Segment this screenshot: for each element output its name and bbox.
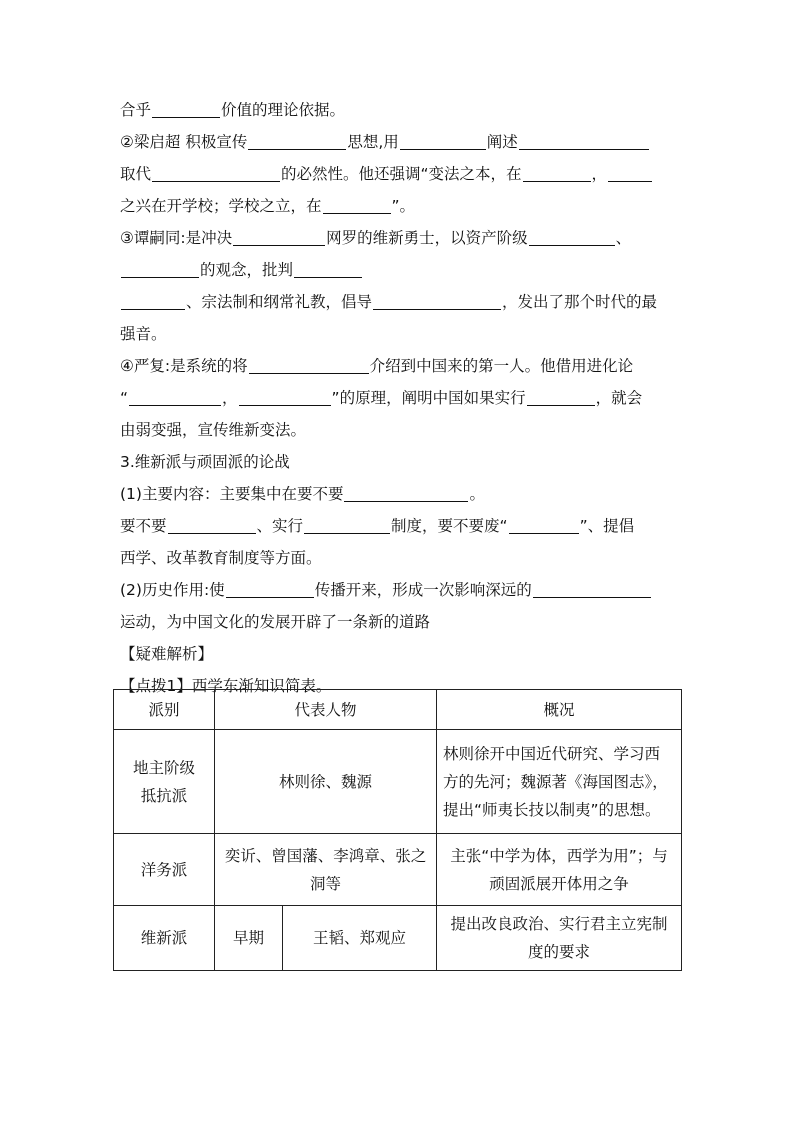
text: 取代 [120,165,152,183]
text-line [120,382,680,414]
text: 要不要 [120,517,167,535]
text: 的观念，批判 [200,261,294,279]
fill-blank[interactable] [233,227,325,246]
text: 价值的理论依据。 [221,101,346,119]
text: 强音。 [120,325,167,343]
text-line [120,510,680,542]
fill-blank[interactable] [294,259,362,278]
cell-faction: 维新派 [114,906,215,971]
header-faction: 派别 [114,690,215,730]
text-line [120,574,680,606]
text: 阐述 [486,133,518,151]
fill-blank[interactable] [152,99,220,118]
text-line [120,190,680,222]
text: 的必然性。他还强调“变法之本，在 [281,165,522,183]
fill-blank[interactable] [121,259,199,278]
table-row [114,834,682,906]
text: ②梁启超 积极宣传 [120,133,248,151]
text: (1)主要内容：主要集中在要不要 [120,485,344,503]
text-line [120,318,680,350]
text-line [120,350,680,382]
text: ， [222,389,238,407]
text: 、 [615,229,632,247]
text: ， [591,165,608,183]
fill-blank[interactable] [400,131,486,150]
text: ，发出了那个时代的最 [502,293,658,311]
cell-faction: 洋务派 [114,834,215,906]
text: “ [120,389,129,407]
text: 。 [469,485,485,503]
text: 思想,用 [347,133,399,151]
table-header-row [114,690,682,730]
header-people: 代表人物 [215,690,437,730]
fill-blank[interactable] [152,163,280,182]
section-heading [120,446,680,478]
section-heading [120,638,680,670]
fill-blank[interactable] [509,515,579,534]
text: 、宗法制和纲常礼教，倡导 [186,293,373,311]
fill-blank[interactable] [523,163,591,182]
text: 合乎 [120,101,152,119]
cell-faction: 地主阶级抵抗派 [114,730,215,834]
text: ”、提倡 [579,517,635,535]
text: 由弱变强，宣传维新变法。 [120,421,307,439]
table-row [114,730,682,834]
cell-summary: 提出改良政治、实行君主立宪制度的要求 [437,906,682,971]
text-line [120,286,680,318]
header-summary: 概况 [437,690,682,730]
text-line [120,222,680,254]
text: ，就会 [595,389,643,407]
text: ④严复:是系统的将 [120,357,248,375]
text: 【疑难解析】 [120,645,214,663]
text: 【点拨1】西学东渐知识简表。 [120,677,332,695]
text: 之兴在开学校；学校之立，在 [120,197,322,215]
fill-blank[interactable] [121,291,185,310]
text-line [120,478,680,510]
cell-summary: 主张“中学为体，西学为用”；与顽固派展开体用之争 [437,834,682,906]
fill-blank[interactable] [529,227,615,246]
fill-blank[interactable] [129,387,221,406]
fill-blank[interactable] [608,163,652,182]
cell-people: 王韬、郑观应 [283,906,437,971]
text-line [120,254,680,286]
text: 3.维新派与顽固派的论战 [120,453,290,471]
text: 制度，要不要废“ [391,517,508,535]
text: 西学、改革教育制度等方面。 [120,549,322,567]
fill-blank[interactable] [519,131,649,150]
fill-blank[interactable] [248,131,346,150]
fill-blank[interactable] [304,515,390,534]
fill-blank[interactable] [239,387,331,406]
text-line [120,158,680,190]
fill-blank[interactable] [373,291,501,310]
text-line [120,414,680,446]
text: 、实行 [256,517,304,535]
text-line [120,542,680,574]
fill-blank[interactable] [344,483,468,502]
cell-period: 早期 [215,906,283,971]
text-line [120,606,680,638]
fill-blank[interactable] [533,579,651,598]
fill-blank[interactable] [527,387,595,406]
document-body [120,94,680,702]
text: 运动，为中国文化的发展开辟了一条新的道路 [120,613,431,631]
text: (2)历史作用:使 [120,581,225,599]
text-line [120,126,680,158]
fill-blank[interactable] [226,579,314,598]
cell-people: 奕䜣、曾国藩、李鸿章、张之洞等 [215,834,437,906]
knowledge-table [113,689,682,971]
text: 传播开来，形成一次影响深远的 [314,581,532,599]
text-line [120,94,680,126]
fill-blank[interactable] [249,355,369,374]
text: ③谭嗣同:是冲决 [120,229,233,247]
text: ”的原理，阐明中国如果实行 [331,389,526,407]
fill-blank[interactable] [168,515,256,534]
text: 网罗的维新勇士，以资产阶级 [326,229,528,247]
fill-blank[interactable] [323,195,391,214]
text: ”。 [391,197,416,215]
text: 介绍到中国来的第一人。他借用进化论 [369,357,634,375]
cell-people: 林则徐、魏源 [215,730,437,834]
cell-summary: 林则徐开中国近代研究、学习西方的先河；魏源著《海国图志》，提出“师夷长技以制夷”的思想。 [437,730,682,834]
table-row [114,906,682,971]
